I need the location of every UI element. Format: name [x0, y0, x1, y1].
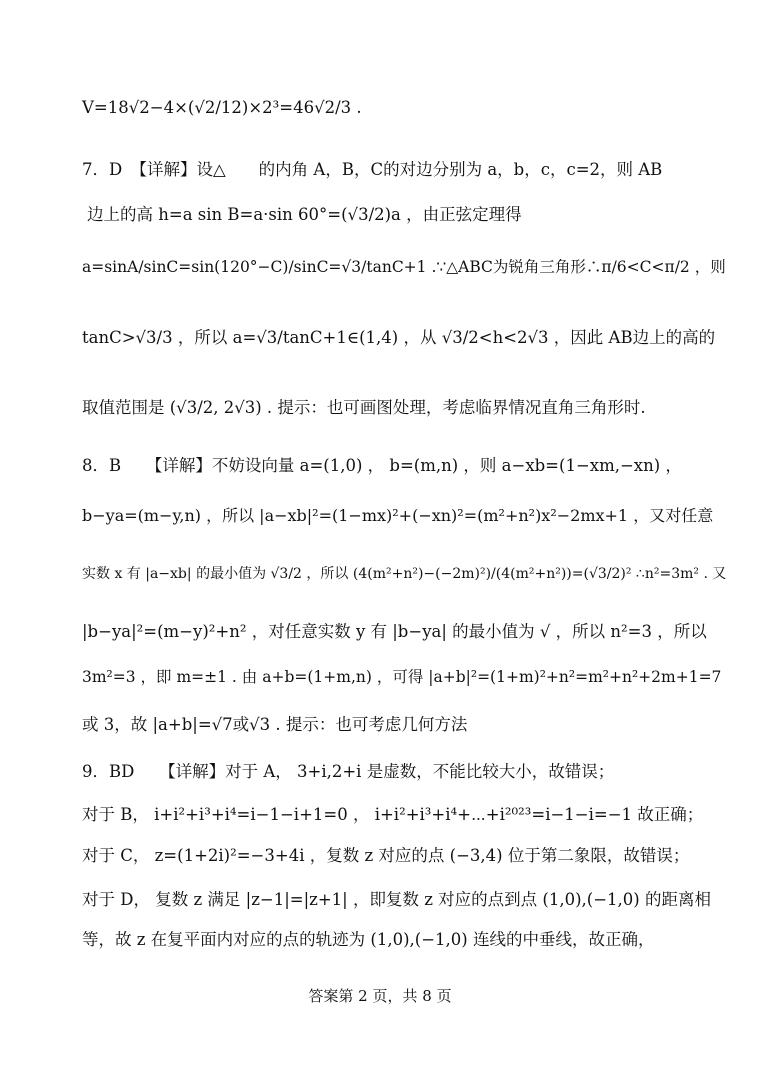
q8-heading-line — [82, 456, 720, 476]
line-5: tanC>√3/3 ，所以 a=√3/tanC+1∈(1,4) ，从 √3/2<h<2√3 ，因此 AB边上的高的 — [82, 328, 716, 347]
q7-conclusion-line — [82, 398, 720, 418]
q8-conclusion-line — [82, 715, 720, 735]
line-6: 取值范围是 (√3/2, 2√3) . 提示：也可画图处理，考虑临界情况直角三角形时. — [82, 398, 646, 417]
q8-sum-line — [82, 668, 720, 687]
line-17: 等，故 z 在复平面内对应的点的轨迹为 (1,0),(−1,0) 连线的中垂线，故正确， — [82, 930, 655, 949]
line-12: 或 3，故 |a+b|=√7或√3 . 提示：也可考虑几何方法 — [82, 715, 468, 734]
q9-option-d-line — [82, 890, 720, 910]
q8-minimum-line — [82, 566, 727, 583]
q9-option-c-line — [82, 846, 720, 866]
line-8: b−ya=(m−y,n) ，所以 |a−xb|²=(1−mx)²+(−xn)²=(m²+n²)x²−2mx+1 ，又对任意 — [82, 506, 714, 525]
line-1: V=18√2−4×(√2/12)×2³=46√2/3 . — [82, 98, 362, 117]
line-16: 对于 D， 复数 z 满足 |z−1|=|z+1| ，即复数 z 对应的点到点 (1,0),(−1,0) 的距离相 — [82, 890, 711, 909]
q8-modulus-line — [82, 506, 720, 525]
q7-range-a-line — [82, 328, 720, 348]
line-7: 8．B 【详解】不妨设向量 a=(1,0) ， b=(m,n) ，则 a−xb=(1−xm,−xn) ， — [82, 456, 682, 475]
q9-option-b-line — [82, 805, 720, 825]
line-9: 实数 x 有 |a−xb| 的最小值为 √3/2 ，所以 (4(m²+n²)−(−2m)²)/(4(m²+n²))=(√3/2)² ∴n²=3m² . 又 — [82, 566, 727, 582]
q7-height-line — [87, 205, 720, 225]
line-3: 边上的高 h=a sin B=a·sin 60°=(√3/2)a ，由正弦定理得 — [87, 205, 522, 224]
line-11: 3m²=3 ，即 m=±1 . 由 a+b=(1+m,n) ，可得 |a+b|²=(1+m)²+n²=m²+n²+2m+1=7 — [82, 668, 722, 686]
line-14: 对于 B， i+i²+i³+i⁴=i−1−i+1=0 ， i+i²+i³+i⁴+⋯+i²⁰²³=i−1−i=−1 故正确； — [82, 805, 704, 824]
q7-sine-rule-line — [82, 258, 726, 277]
line-15: 对于 C， z=(1+2i)²=−3+4i ，复数 z 对应的点 (−3,4) 位于第二象限，故错误； — [82, 846, 690, 865]
q9-heading-line — [82, 762, 720, 782]
line-2: 7．D 【详解】设△ 的内角 A，B，C的对边分别为 a，b，c，c=2，则 AB — [82, 160, 663, 179]
q8-second-min-line — [82, 622, 720, 642]
line-13: 9．BD 【详解】对于 A， 3+i,2+i 是虚数，不能比较大小，故错误； — [82, 762, 615, 781]
page-footer: 答案第 2 页，共 8 页 — [308, 987, 452, 1005]
line-10: |b−ya|²=(m−y)²+n² ，对任意实数 y 有 |b−ya| 的最小值为 √ ，所以 n²=3 ，所以 — [82, 622, 707, 641]
line-4: a=sinA/sinC=sin(120°−C)/sinC=√3/tanC+1 .∵△ABC为锐角三角形∴π/6<C<π/2 ，则 — [82, 258, 726, 276]
volume-formula-line — [82, 98, 720, 118]
q7-heading-line — [82, 160, 720, 180]
q9-option-d-cont-line — [82, 930, 720, 950]
